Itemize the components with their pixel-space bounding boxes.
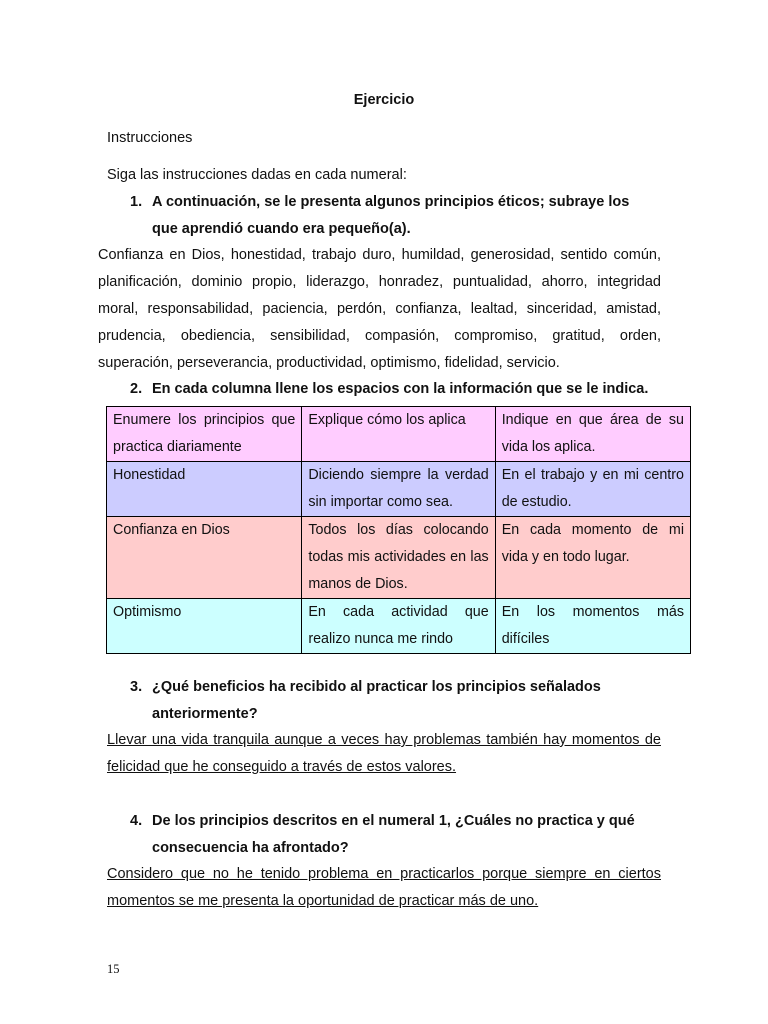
table-row [107, 599, 691, 654]
question-4-line2: consecuencia ha afrontado? [152, 840, 349, 856]
table-cell: En cada actividad que realizo nunca me rindo [302, 599, 495, 654]
question-2-number: 2. [130, 381, 143, 397]
principles-table [106, 406, 691, 654]
table-header-row [107, 407, 691, 462]
table-cell: En cada momento de mi vida y en todo lugar. [495, 517, 690, 599]
intro-text: Siga las instrucciones dadas en cada numeral: [107, 167, 407, 183]
question-3-line1: ¿Qué beneficios ha recibido al practicar los principios señalados [152, 679, 601, 695]
question-4-answer: Considero que no he tenido problema en practicarlos porque siempre en ciertos momentos se me presenta la oportunidad de practicar más de uno. [107, 866, 661, 909]
table-cell: En el trabajo y en mi centro de estudio. [495, 462, 690, 517]
question-3-line2: anteriormente? [152, 706, 258, 722]
question-3 [130, 678, 601, 696]
table-header-cell: Indique en que área de su vida los aplica. [495, 407, 690, 462]
question-1-number: 1. [130, 194, 143, 210]
table-cell: Optimismo [107, 599, 302, 654]
question-3-number: 3. [130, 679, 143, 695]
table-row [107, 517, 691, 599]
question-1 [130, 193, 629, 211]
question-4 [130, 812, 635, 830]
question-1-line2: que aprendió cuando era pequeño(a). [152, 221, 411, 237]
question-2 [130, 380, 648, 398]
table-cell: Honestidad [107, 462, 302, 517]
table-row [107, 462, 691, 517]
question-2-text: En cada columna llene los espacios con la información que se le indica. [152, 381, 649, 397]
table-header-cell: Explique cómo los aplica [302, 407, 495, 462]
table-cell: En los momentos más difíciles [495, 599, 690, 654]
page-number: 15 [107, 962, 120, 976]
question-4-number: 4. [130, 813, 143, 829]
table-cell: Todos los días colocando todas mis actividades en las manos de Dios. [302, 517, 495, 599]
instructions-heading: Instrucciones [107, 130, 193, 146]
question-3-answer: Llevar una vida tranquila aunque a veces hay problemas también hay momentos de felicidad que he conseguido a través de estos valores. [107, 732, 661, 775]
question-1-line1: A continuación, se le presenta algunos principios éticos; subraye los [152, 194, 630, 210]
question-4-line1: De los principios descritos en el numeral 1, ¿Cuáles no practica y qué [152, 813, 635, 829]
table-cell: Diciendo siempre la verdad sin importar como sea. [302, 462, 495, 517]
page-title: Ejercicio [353, 92, 415, 108]
table-cell: Confianza en Dios [107, 517, 302, 599]
table-header-cell: Enumere los principios que practica diariamente [107, 407, 302, 462]
principles-list-text: Confianza en Dios, honestidad, trabajo duro, humildad, generosidad, sentido común, planificación, dominio propio, liderazgo, honradez, puntualidad, ahorro, integridad moral, responsabilidad, paciencia, perdón, confianza, lealtad, sinceridad, amistad, prudencia, obediencia, sensibilidad, compasión, compromiso, gratitud, orden, superación, perseverancia, productividad, optimismo, fidelidad, servicio. [98, 247, 661, 371]
